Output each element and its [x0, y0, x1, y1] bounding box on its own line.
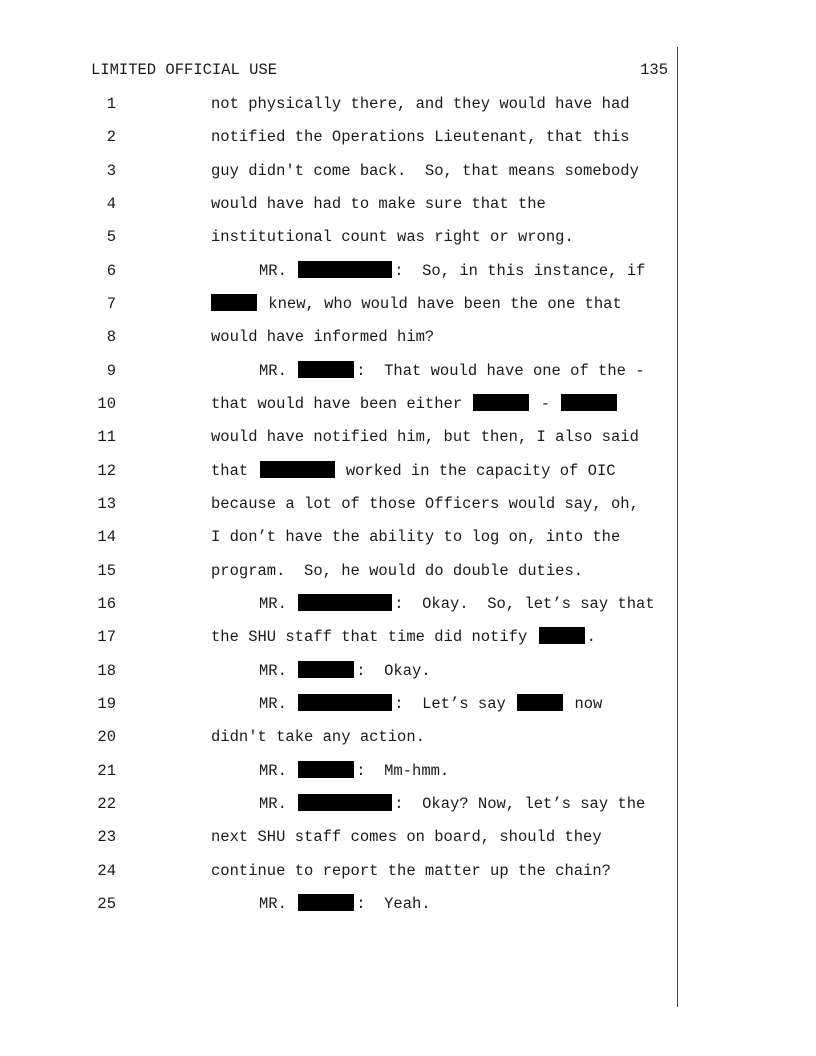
line-number: 14 — [97, 528, 116, 546]
line-number: 21 — [97, 762, 116, 780]
line-text — [211, 392, 619, 416]
line-text: didn't take any action. — [211, 728, 425, 746]
transcript-line — [0, 659, 816, 683]
transcript-line — [0, 459, 816, 483]
line-text-after: : Okay? Now, let’s say the — [394, 795, 646, 813]
line-text: would have informed him? — [211, 328, 435, 346]
line-text-after: knew, who would have been the one that — [259, 295, 622, 313]
speaker-prefix: MR. — [259, 895, 297, 913]
redaction-block — [260, 461, 335, 478]
line-number: 7 — [106, 295, 116, 313]
line-text: would have notified him, but then, I also said — [211, 428, 639, 446]
transcript-line — [0, 792, 816, 816]
transcript-line — [0, 625, 816, 649]
line-text: institutional count was right or wrong. — [211, 228, 574, 246]
line-number: 15 — [97, 562, 116, 580]
line-text-middle: : Let’s say — [394, 695, 516, 713]
line-number: 17 — [97, 628, 116, 646]
line-number: 13 — [97, 495, 116, 513]
line-text — [259, 659, 431, 683]
redaction-block — [298, 794, 392, 811]
speaker-prefix: MR. — [259, 662, 297, 680]
line-text — [211, 459, 616, 483]
line-number: 1 — [106, 95, 116, 113]
transcript-line — [0, 125, 816, 149]
redaction-block — [298, 694, 392, 711]
line-number: 12 — [97, 462, 116, 480]
transcript-line — [0, 159, 816, 183]
redaction-block — [298, 894, 354, 911]
line-number: 8 — [106, 328, 116, 346]
line-text: would have had to make sure that the — [211, 195, 546, 213]
line-text-middle: - — [531, 395, 560, 413]
line-text — [211, 292, 622, 316]
transcript-line — [0, 759, 816, 783]
line-text-after: now — [565, 695, 603, 713]
line-text: next SHU staff comes on board, should they — [211, 828, 602, 846]
redaction-block — [539, 627, 585, 644]
line-text-before: that would have been either — [211, 395, 472, 413]
redaction-block — [298, 661, 354, 678]
line-text — [259, 592, 655, 616]
transcript-line — [0, 725, 816, 749]
line-number: 9 — [106, 362, 116, 380]
line-number: 18 — [97, 662, 116, 680]
line-number: 10 — [97, 395, 116, 413]
transcript-line — [0, 359, 816, 383]
line-number: 11 — [97, 428, 116, 446]
transcript-line — [0, 225, 816, 249]
line-text-after: : So, in this instance, if — [394, 262, 646, 280]
line-number: 22 — [97, 795, 116, 813]
speaker-prefix: MR. — [259, 695, 297, 713]
line-text — [259, 359, 645, 383]
line-text — [259, 692, 602, 716]
transcript-line — [0, 859, 816, 883]
line-text — [259, 892, 431, 916]
line-text-after: : That would have one of the - — [356, 362, 645, 380]
line-text-after: : Mm-hmm. — [356, 762, 450, 780]
redaction-block — [298, 361, 354, 378]
redaction-block — [298, 594, 392, 611]
transcript-line — [0, 559, 816, 583]
page-number: 135 — [640, 61, 668, 79]
line-text: notified the Operations Lieutenant, that this — [211, 128, 630, 146]
line-number: 2 — [106, 128, 116, 146]
transcript-line — [0, 325, 816, 349]
transcript-line — [0, 192, 816, 216]
transcript-line — [0, 525, 816, 549]
line-number: 23 — [97, 828, 116, 846]
speaker-prefix: MR. — [259, 262, 297, 280]
speaker-prefix: MR. — [259, 595, 297, 613]
line-text-before: the SHU staff that time did notify — [211, 628, 537, 646]
speaker-prefix: MR. — [259, 762, 297, 780]
line-text: I don’t have the ability to log on, into the — [211, 528, 621, 546]
transcript-line — [0, 592, 816, 616]
line-number: 5 — [106, 228, 116, 246]
line-text-before: that — [211, 462, 258, 480]
redaction-block — [517, 694, 563, 711]
transcript-line — [0, 292, 816, 316]
classification-header: LIMITED OFFICIAL USE — [91, 61, 278, 79]
line-number: 16 — [97, 595, 116, 613]
line-text-after: : Okay. — [356, 662, 431, 680]
speaker-prefix: MR. — [259, 362, 297, 380]
line-number: 4 — [106, 195, 116, 213]
line-text — [259, 259, 645, 283]
line-number: 20 — [97, 728, 116, 746]
line-text-after: : Okay. So, let’s say that — [394, 595, 655, 613]
line-number: 3 — [106, 162, 116, 180]
transcript-line — [0, 692, 816, 716]
line-text — [259, 792, 645, 816]
transcript-line — [0, 825, 816, 849]
transcript-line — [0, 492, 816, 516]
redaction-block — [298, 261, 392, 278]
line-text: guy didn't come back. So, that means somebody — [211, 162, 639, 180]
line-text-after: : Yeah. — [356, 895, 431, 913]
line-number: 24 — [97, 862, 116, 880]
line-number: 19 — [97, 695, 116, 713]
line-text-after: worked in the capacity of OIC — [336, 462, 616, 480]
redaction-block — [473, 394, 529, 411]
line-number: 6 — [106, 262, 116, 280]
transcript-line — [0, 892, 816, 916]
line-text-after: . — [586, 628, 596, 646]
redaction-block — [211, 294, 257, 311]
speaker-prefix: MR. — [259, 795, 297, 813]
redaction-block — [298, 761, 354, 778]
line-text: not physically there, and they would have had — [211, 95, 630, 113]
transcript-line — [0, 259, 816, 283]
transcript-line — [0, 92, 816, 116]
redaction-block — [561, 394, 617, 411]
transcript-line — [0, 425, 816, 449]
line-text: because a lot of those Officers would say, oh, — [211, 495, 639, 513]
line-text — [211, 625, 596, 649]
line-number: 25 — [97, 895, 116, 913]
line-text: continue to report the matter up the chain? — [211, 862, 611, 880]
line-text — [259, 759, 449, 783]
transcript-line — [0, 392, 816, 416]
line-text: program. So, he would do double duties. — [211, 562, 584, 580]
